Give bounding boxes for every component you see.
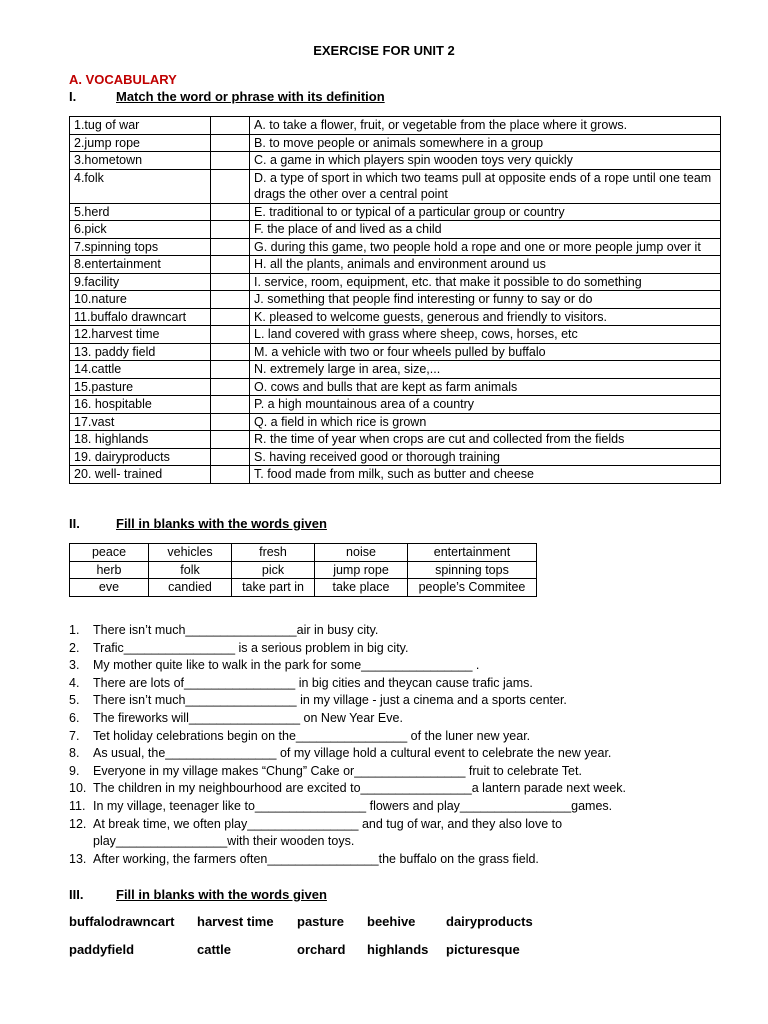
exercise-item bbox=[69, 692, 749, 710]
page-title: EXERCISE FOR UNIT 2 bbox=[313, 43, 455, 58]
exercise-item bbox=[69, 851, 749, 869]
match-word: 3.hometown bbox=[70, 152, 211, 170]
exercise-number: 11. bbox=[69, 798, 86, 813]
part-2-number: II. bbox=[69, 516, 80, 531]
match-word: 12.harvest time bbox=[70, 326, 211, 344]
exercise-number: 9. bbox=[69, 763, 80, 778]
exercise-number: 4. bbox=[69, 675, 80, 690]
exercise-number: 5. bbox=[69, 693, 80, 708]
answer-cell[interactable] bbox=[211, 308, 250, 326]
word-table-row bbox=[70, 561, 537, 579]
answer-cell[interactable] bbox=[211, 466, 250, 484]
answer-cell[interactable] bbox=[211, 378, 250, 396]
answer-cell[interactable] bbox=[211, 273, 250, 291]
answer-cell[interactable] bbox=[211, 221, 250, 239]
match-definition: J. something that people find interesting or funny to say or do bbox=[250, 291, 721, 309]
answer-cell[interactable] bbox=[211, 134, 250, 152]
answer-cell[interactable] bbox=[211, 448, 250, 466]
answer-cell[interactable] bbox=[211, 152, 250, 170]
answer-cell[interactable] bbox=[211, 396, 250, 414]
word-bank-item: pasture bbox=[297, 914, 344, 929]
exercise-item bbox=[69, 710, 749, 728]
match-row bbox=[70, 361, 721, 379]
exercise-item bbox=[69, 745, 749, 763]
word-cell: entertainment bbox=[408, 544, 537, 562]
match-word: 15.pasture bbox=[70, 378, 211, 396]
match-definition: A. to take a flower, fruit, or vegetable from the place where it grows. bbox=[250, 117, 721, 135]
match-word: 19. dairyproducts bbox=[70, 448, 211, 466]
exercise-text: There isn’t much________________ in my village - just a cinema and a sports center. bbox=[93, 693, 567, 708]
match-word: 17.vast bbox=[70, 413, 211, 431]
match-row bbox=[70, 152, 721, 170]
answer-cell[interactable] bbox=[211, 117, 250, 135]
exercise-text: The fireworks will________________ on New Year Eve. bbox=[93, 710, 403, 725]
match-row bbox=[70, 117, 721, 135]
word-table-row bbox=[70, 544, 537, 562]
match-row bbox=[70, 413, 721, 431]
match-row bbox=[70, 308, 721, 326]
answer-cell[interactable] bbox=[211, 256, 250, 274]
exercise-text: Trafic________________ is a serious problem in big city. bbox=[93, 640, 409, 655]
word-cell: herb bbox=[70, 561, 149, 579]
exercise-text: The children in my neighbourhood are excited to________________a lantern parade next week. bbox=[93, 781, 627, 796]
exercise-list bbox=[69, 622, 749, 868]
match-definition: O. cows and bulls that are kept as farm animals bbox=[250, 378, 721, 396]
match-definition: B. to move people or animals somewhere in a group bbox=[250, 134, 721, 152]
match-word: 6.pick bbox=[70, 221, 211, 239]
exercise-item bbox=[69, 657, 749, 675]
match-word: 8.entertainment bbox=[70, 256, 211, 274]
match-definition: R. the time of year when crops are cut and collected from the fields bbox=[250, 431, 721, 449]
exercise-number: 8. bbox=[69, 746, 80, 761]
match-row bbox=[70, 134, 721, 152]
match-word: 20. well- trained bbox=[70, 466, 211, 484]
exercise-item bbox=[69, 798, 749, 816]
exercise-item bbox=[69, 728, 749, 746]
word-bank-item: beehive bbox=[367, 914, 416, 929]
match-row bbox=[70, 203, 721, 221]
exercise-text: In my village, teenager like to________________ flowers and play________________games. bbox=[93, 798, 613, 813]
word-cell: vehicles bbox=[149, 544, 232, 562]
match-definition: L. land covered with grass where sheep, cows, horses, etc bbox=[250, 326, 721, 344]
exercise-item bbox=[69, 780, 749, 798]
match-word: 5.herd bbox=[70, 203, 211, 221]
exercise-item bbox=[69, 675, 749, 693]
match-row bbox=[70, 326, 721, 344]
match-row bbox=[70, 466, 721, 484]
answer-cell[interactable] bbox=[211, 431, 250, 449]
match-row bbox=[70, 256, 721, 274]
word-table-row bbox=[70, 579, 537, 597]
part-2-title: Fill in blanks with the words given bbox=[116, 516, 327, 531]
exercise-text: After working, the farmers often________________the buffalo on the grass field. bbox=[93, 851, 539, 866]
word-cell: folk bbox=[149, 561, 232, 579]
exercise-text: There are lots of________________ in big cities and theycan cause trafic jams. bbox=[93, 675, 533, 690]
match-row bbox=[70, 238, 721, 256]
match-row bbox=[70, 273, 721, 291]
match-definition: Q. a field in which rice is grown bbox=[250, 413, 721, 431]
match-word: 1.tug of war bbox=[70, 117, 211, 135]
answer-cell[interactable] bbox=[211, 326, 250, 344]
part-3-number: III. bbox=[69, 887, 84, 902]
word-bank-item: paddyfield bbox=[69, 942, 135, 957]
exercise-text: At break time, we often play________________ and tug of war, and they also love to play________________with their wooden toys. bbox=[93, 816, 563, 849]
match-definition: N. extremely large in area, size,... bbox=[250, 361, 721, 379]
exercise-number: 10. bbox=[69, 781, 87, 796]
word-cell: peace bbox=[70, 544, 149, 562]
exercise-item bbox=[69, 816, 749, 851]
match-definition: I. service, room, equipment, etc. that make it possible to do something bbox=[250, 273, 721, 291]
exercise-item bbox=[69, 622, 749, 640]
exercise-item bbox=[69, 763, 749, 781]
exercise-text: Everyone in my village makes “Chung” Cake or________________ fruit to celebrate Tet. bbox=[93, 763, 582, 778]
exercise-number: 6. bbox=[69, 710, 80, 725]
match-definition: D. a type of sport in which two teams pull at opposite ends of a rope until one team drags the other over a central point bbox=[250, 169, 721, 203]
word-cell: pick bbox=[232, 561, 315, 579]
exercise-text: Tet holiday celebrations begin on the________________ of the luner new year. bbox=[93, 728, 531, 743]
word-cell: fresh bbox=[232, 544, 315, 562]
match-definition: C. a game in which players spin wooden toys very quickly bbox=[250, 152, 721, 170]
match-definition: H. all the plants, animals and environment around us bbox=[250, 256, 721, 274]
match-definition: M. a vehicle with two or four wheels pulled by buffalo bbox=[250, 343, 721, 361]
exercise-text: My mother quite like to walk in the park for some________________ . bbox=[93, 658, 480, 673]
word-cell: noise bbox=[315, 544, 408, 562]
word-bank-item: dairyproducts bbox=[446, 914, 533, 929]
match-word: 4.folk bbox=[70, 169, 211, 203]
match-definition: G. during this game, two people hold a rope and one or more people jump over it bbox=[250, 238, 721, 256]
word-table bbox=[69, 543, 537, 597]
word-cell: candied bbox=[149, 579, 232, 597]
exercise-number: 12. bbox=[69, 816, 87, 831]
match-row bbox=[70, 169, 721, 203]
match-definition: T. food made from milk, such as butter and cheese bbox=[250, 466, 721, 484]
match-word: 10.nature bbox=[70, 291, 211, 309]
match-word: 14.cattle bbox=[70, 361, 211, 379]
exercise-number: 3. bbox=[69, 658, 80, 673]
match-word: 9.facility bbox=[70, 273, 211, 291]
word-cell: take place bbox=[315, 579, 408, 597]
word-bank-item: cattle bbox=[197, 942, 231, 957]
answer-cell[interactable] bbox=[211, 291, 250, 309]
exercise-number: 2. bbox=[69, 640, 80, 655]
part-3-title: Fill in blanks with the words given bbox=[116, 887, 327, 902]
match-definition: E. traditional to or typical of a particular group or country bbox=[250, 203, 721, 221]
match-definition: P. a high mountainous area of a country bbox=[250, 396, 721, 414]
match-row bbox=[70, 221, 721, 239]
answer-cell[interactable] bbox=[211, 238, 250, 256]
match-definition: S. having received good or thorough training bbox=[250, 448, 721, 466]
section-a-heading: A. VOCABULARY bbox=[69, 72, 177, 87]
match-word: 7.spinning tops bbox=[70, 238, 211, 256]
exercise-item bbox=[69, 640, 749, 658]
word-bank-item: highlands bbox=[367, 942, 429, 957]
match-definition: K. pleased to welcome guests, generous and friendly to visitors. bbox=[250, 308, 721, 326]
word-bank-item: buffalodrawncart bbox=[69, 914, 175, 929]
match-word: 18. highlands bbox=[70, 431, 211, 449]
word-cell: people’s Commitee bbox=[408, 579, 537, 597]
match-row bbox=[70, 343, 721, 361]
word-cell: jump rope bbox=[315, 561, 408, 579]
match-row bbox=[70, 291, 721, 309]
match-row bbox=[70, 378, 721, 396]
answer-cell[interactable] bbox=[211, 203, 250, 221]
matching-table bbox=[69, 116, 721, 484]
exercise-number: 1. bbox=[69, 623, 80, 637]
match-row bbox=[70, 431, 721, 449]
word-bank-item: orchard bbox=[297, 942, 346, 957]
match-word: 2.jump rope bbox=[70, 134, 211, 152]
answer-cell[interactable] bbox=[211, 343, 250, 361]
word-bank-item: picturesque bbox=[446, 942, 520, 957]
match-word: 16. hospitable bbox=[70, 396, 211, 414]
exercise-text: As usual, the________________ of my village hold a cultural event to celebrate the new year. bbox=[93, 746, 612, 761]
word-bank-item: harvest time bbox=[197, 914, 274, 929]
word-cell: spinning tops bbox=[408, 561, 537, 579]
match-word: 13. paddy field bbox=[70, 343, 211, 361]
exercise-number: 13. bbox=[69, 851, 87, 866]
match-definition: F. the place of and lived as a child bbox=[250, 221, 721, 239]
match-word: 11.buffalo drawncart bbox=[70, 308, 211, 326]
exercise-number: 7. bbox=[69, 728, 80, 743]
word-cell: take part in bbox=[232, 579, 315, 597]
part-1-title: Match the word or phrase with its definition bbox=[116, 89, 385, 104]
word-cell: eve bbox=[70, 579, 149, 597]
part-1-number: I. bbox=[69, 89, 77, 104]
exercise-text: There isn’t much________________air in busy city. bbox=[93, 623, 379, 637]
match-row bbox=[70, 448, 721, 466]
answer-cell[interactable] bbox=[211, 413, 250, 431]
match-row bbox=[70, 396, 721, 414]
answer-cell[interactable] bbox=[211, 361, 250, 379]
answer-cell[interactable] bbox=[211, 169, 250, 203]
